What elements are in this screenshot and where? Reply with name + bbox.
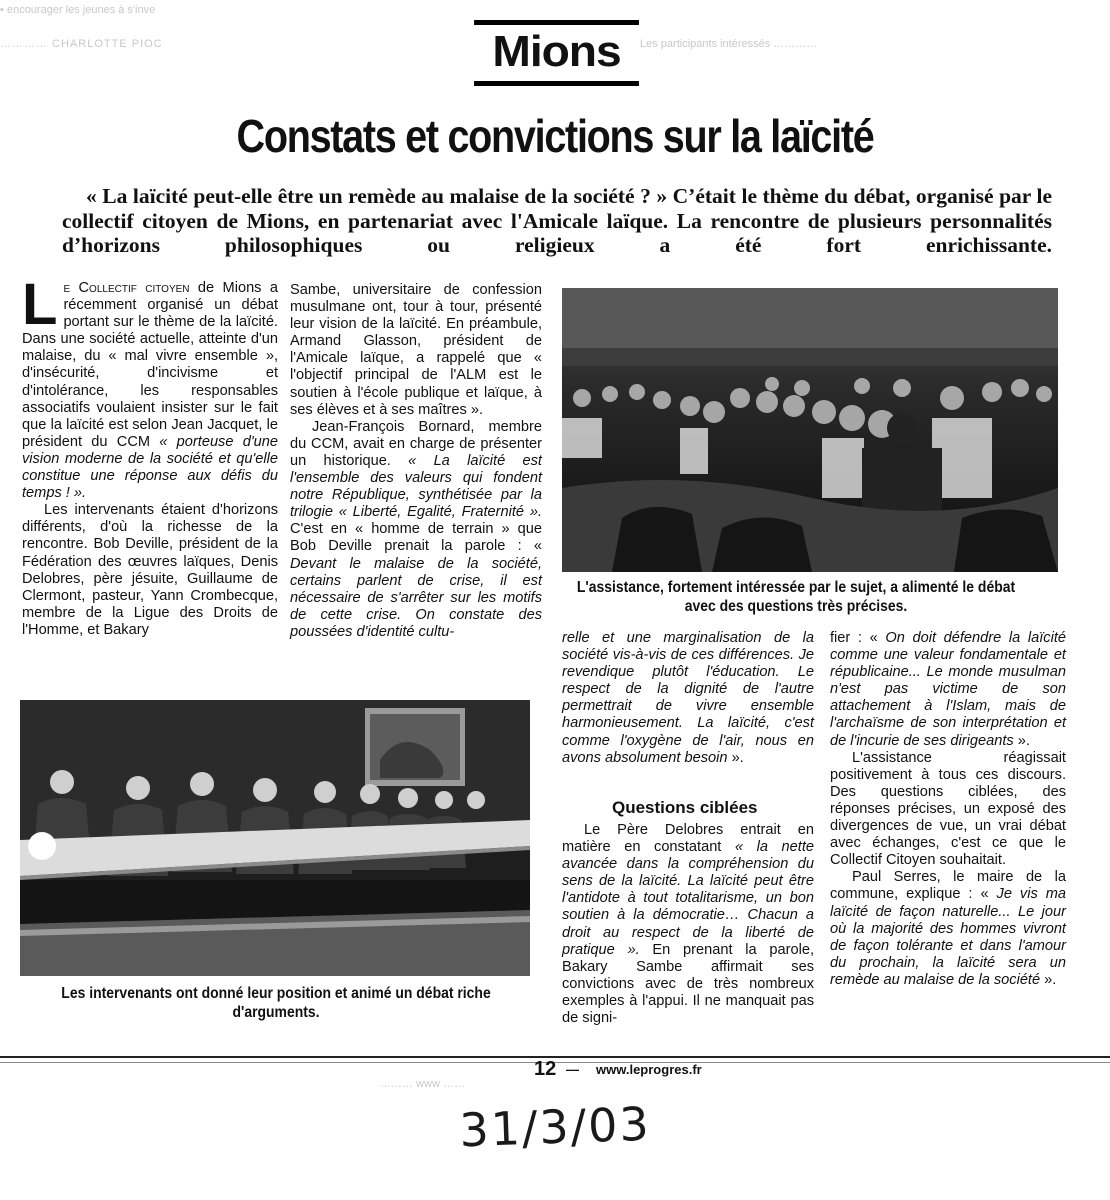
- audience-photo-image: [562, 288, 1058, 572]
- page-number: 12: [534, 1058, 557, 1080]
- quote-end: ».: [1013, 732, 1030, 749]
- paragraph-text: Paul Serres, le maire de la commune, explique : «: [830, 869, 1066, 903]
- quote-end: ».: [1040, 971, 1057, 988]
- article-column-3-continued: [562, 822, 814, 1027]
- paragraph-text: En prenant la parole, Bakary Sambe affirmait ses convictions avec de très nombreux exemples à l'appui. Il ne manquait pas de signi-: [562, 941, 815, 1027]
- bleed-through-text: Les participants intéressés …………: [640, 38, 818, 50]
- quote-text: relle et une marginalisation de la société vis-à-vis de ces différences. Je revendique plutôt l'éducation. Le respect de la dignité de l'autre permettrait de vivre ensemble harmonieusement. La laïcité, c'est comme l'oxygène de l'air, nous en avons absolument besoin: [562, 630, 814, 766]
- paragraph-text: fier : «: [830, 630, 886, 646]
- quote-text: Devant le malaise de la société, certains parlent de crise, il est nécessaire de s'arrêter sur les motifs de cette crise. On constate des poussées d'identité cultu-: [290, 555, 542, 640]
- section-label: Mions: [474, 20, 639, 86]
- quote-text: « porteuse d'une vision moderne de la société et qu'elle constitue une réponse aux défis du temps ! ».: [22, 433, 278, 502]
- quote-text: On doit défendre la laïcité comme une valeur fondamentale et républicaine... Le monde musulman n'est pas victime de son attachement à l'Islam, mais de l'archaïsme de son interprétation et de l'incurie de ses dirigeants: [830, 630, 1067, 749]
- paragraph-text: C'est en « homme de terrain » que Bob Deville prenait la parole : «: [290, 521, 542, 555]
- quote-text: Je vis ma laïcité de façon naturelle... Le jour où la majorité des hommes vivront de façon tolérante et dans l'amour du prochain, la laïcité sera un remède au malaise de la société: [830, 886, 1066, 988]
- audience-photo-caption: L'assistance, fortement intéressée par le sujet, a alimenté le débat avec des questions très précises.: [576, 579, 1016, 615]
- paragraph-text: Jean-François Bornard, membre du CCM, avait en charge de présenter un historique.: [290, 418, 542, 469]
- quote-text: « La laïcité est l'ensemble des valeurs qui fondent notre République, synthétisée par la trilogie « Liberté, Egalité, Fraternité ».: [290, 452, 542, 521]
- quote-text: « la nette avancée dans la compréhension du sens de la laïcité. La laïcité peut être l'antidote à tout totalitarisme, un bon soutien à la démocratie… Chacun a droit au respect de la liberté de pratique ».: [562, 839, 814, 958]
- paragraph-text: Les intervenants étaient d'horizons différents, d'où la richesse de la rencontre. Bob Deville, président de la Fédération des œuvres laïques, Denis Delobres, père jésuite, Guillaume de Clermont, pasteur, Yann Crombecque, membre de la Ligue des Droits de l'Homme, et Bakary: [22, 502, 278, 638]
- bleed-through-text: ………… CHARLOTTE PIOC: [0, 38, 163, 50]
- handwritten-date: 31/3/03: [458, 1096, 652, 1158]
- article-headline: Constats et convictions sur la laïcité: [236, 110, 874, 162]
- lead-in: e Collectif citoyen: [63, 280, 190, 296]
- panel-photo-caption: Les intervenants ont donné leur position et animé un débat riche d'arguments.: [61, 985, 491, 1021]
- paragraph-text: L'assistance réagissait positivement à tous ces discours. Des questions ciblées, des réponses précises, un exposé des divergences de vue, un vrai débat avec échanges, c'est ce que le Collectif Citoyen souhaitait.: [830, 749, 1066, 869]
- audience-photo: [562, 288, 1058, 572]
- article-lede: [62, 184, 1052, 258]
- bleed-through-text: ……… www ……: [380, 1078, 465, 1090]
- quote-end: ».: [727, 749, 744, 766]
- paragraph-text: Sambe, universitaire de confession musulmane ont, tour à tour, présenté leur vision de la laïcité. En préambule, Armand Glasson, président de l'Amicale laïque, a rappelé que « l'objectif principal de l'ALM est le soutien à l'école publique et laïque, à ses élèves et à ses maîtres ».: [290, 282, 542, 418]
- paragraph-text: de Mions a récemment organisé un débat portant sur le thème de la laïcité. Dans une société actuelle, atteinte d'un malaise, du « mal vivre ensemble », d'insécurité, d'incivisme et d'intolérance, les responsables associatifs voulaient insister sur le fait que la laïcité est selon Jean Jacquet, le président du CCM: [22, 280, 278, 450]
- subheading: Questions ciblées: [612, 798, 758, 817]
- article-column-3: [562, 630, 814, 767]
- drop-cap: L: [22, 272, 58, 337]
- article-column-1: [22, 272, 278, 639]
- article-column-4: [830, 630, 1066, 989]
- lede-text: « La laïcité peut-elle être un remède au malaise de la société ? » C’était le thème du débat, organisé par le collectif citoyen de Mions, en partenariat avec l'Amicale laïque. La rencontre de plusieurs personnalités d’horizons philosophiques ou religieux a été fort enrichissante.: [62, 184, 1052, 257]
- bleed-through-text: ▪ encourager les jeunes à s'inve: [0, 4, 156, 16]
- footer-dash: —: [566, 1062, 579, 1077]
- website-url: www.leprogres.fr: [596, 1062, 702, 1077]
- article-column-2: [290, 282, 542, 641]
- paragraph-text: Le Père Delobres entrait en matière en constatant: [562, 822, 814, 856]
- panel-photo: [20, 700, 530, 976]
- panel-photo-image: [20, 700, 530, 976]
